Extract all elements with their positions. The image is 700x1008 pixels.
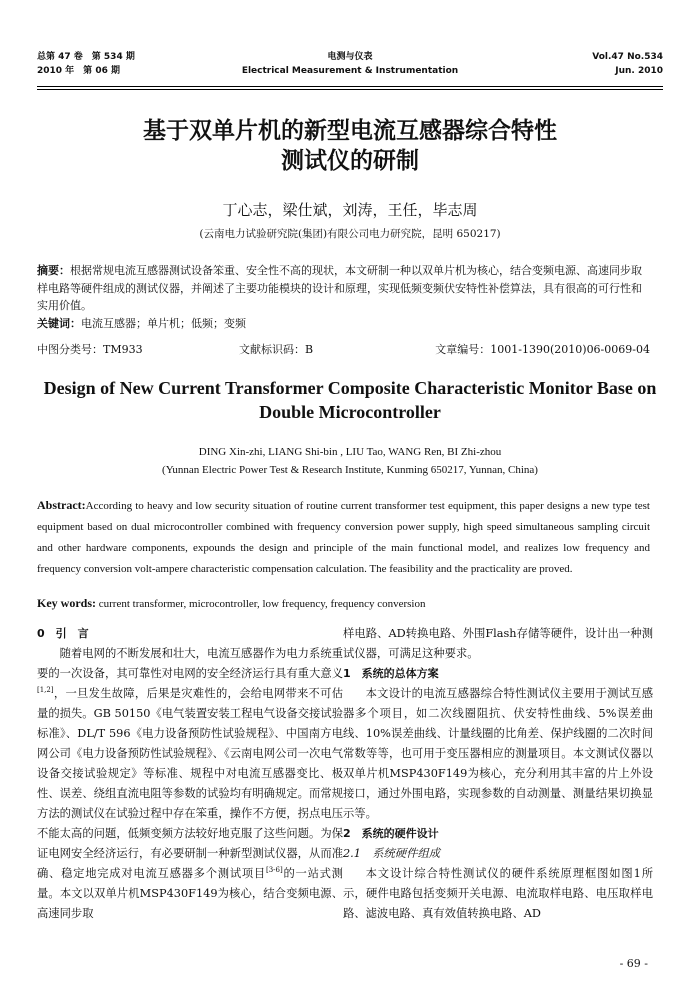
authors-english: DING Xin-zhi, LIANG Shi-bin , LIU Tao, WANG Ren, BI Zhi-zhou xyxy=(198,446,502,458)
header-rule-bottom xyxy=(37,89,663,90)
abstract-text-cn: 根据常规电流互感器测试设备笨重、安全性不高的现状，本文研制一种以双单片机为核心，结合变频电源、高速同步取样电路等硬件组成的测试仪器，并阐述了主要功能模块的设计和原理，实现低频变频伏安特性补偿算法，具有很高的可行性和实用价值。 xyxy=(37,264,642,312)
header-volume-line2: 2010 年 第 06 期 xyxy=(37,66,120,76)
intro-text-c: 的一站式测量。本文以双单片机MSP430F149为核心，结合变频电源、高速同步取 xyxy=(37,867,343,920)
classification-line xyxy=(37,341,650,358)
header-issue-line2: Jun. 2010 xyxy=(615,66,663,76)
clc-number: 中图分类号：TM933 xyxy=(37,343,143,356)
citation-ref-2: [3-6] xyxy=(265,866,283,875)
intro-text-a: 随着电网的不断发展和壮大，电流互感器作为电力系统重要的一次设备，其可靠性对电网的安全经济运行具有重大意义 xyxy=(37,647,343,680)
section-heading-hardware: 2 系统的硬件设计 xyxy=(343,827,439,840)
paragraph-continued: 样电路、AD转换电路、外围Flash存储等硬件，设计出一种测试仪器，可满足这种要求。 xyxy=(343,627,653,660)
page-number: - 69 - xyxy=(619,957,648,970)
abstract-text-en: According to heavy and low security situation of routine current transformer test equipment, this paper designs a new type test equipment based on dual microcontroller combined with frequency conversion power supply, high speed simultaneous sampling circuit and other hardware components, expounds the design and principle of the main functional model, and realizes low frequency and frequency conversion volt-ampere characteristic compensation calculation. The feasibility and the practicality are proved. xyxy=(37,500,650,575)
keywords-text-en: current transformer, microcontroller, low frequency, frequency conversion xyxy=(98,598,426,610)
paragraph-introduction xyxy=(37,644,343,924)
keywords-label-en: Key words: xyxy=(37,596,96,610)
title-chinese-line2: 测试仪的研制 xyxy=(281,148,419,174)
paragraph-hardware: 本文设计综合特性测试仪的硬件系统原理框图如图1所示，硬件电路包括变频开关电源、电流取样电路、电压取样电路、滤波电路、真有效值转换电路、AD xyxy=(343,867,653,920)
header-journal xyxy=(37,50,663,78)
header-journal-cn: 电测与仪表 xyxy=(327,52,373,62)
intro-text-b: ，一旦发生故障，后果是灾难性的，会给电网带来不可估量的损失。GB 50150《电气装置安装工程电气设备交接试验标准》、DL/T 596《电力设备预防性试验规程》、中国南方电网公司《电力设备预防性试验规程》、《云南电网公司一次电气设备交接试验规定》等标准、规程中对电流互感器变比、极性、误差、绕组直流电阻等参数的试验均有明确规定。而常规方法的测试仪在试验过程中存在笨重，操作不方便，拐点电压不能太高的问题，低频变频方法较好地克服了这些问题。为保证电网安全经济运行，有必要研制一种新型测试仪器，从而准确、稳定地完成对电流互感器多个测试项目 xyxy=(37,687,343,880)
title-chinese xyxy=(60,116,640,176)
abstract-english xyxy=(37,495,650,580)
affiliation-chinese: (云南电力试验研究院(集团)有限公司电力研究院，昆明 650217) xyxy=(199,228,501,240)
header-issue xyxy=(592,50,663,78)
keywords-text-cn: 电流互感器；单片机；低频；变频 xyxy=(81,316,246,330)
title-english-line1: Design of New Current Transformer Composite Characteristic Monitor Base on xyxy=(43,378,657,398)
body-column-right xyxy=(343,624,653,924)
title-english-line2: Double Microcontroller xyxy=(259,402,441,422)
abstract-chinese xyxy=(37,262,650,332)
abstract-label-cn: 摘要： xyxy=(37,264,70,277)
paragraph-overall-scheme: 本文设计的电流互感器综合特性测试仪主要用于测试互感器多个项目，如二次线圈阻抗、伏安特性曲线、5%误差曲线、10%误差曲线、计量线圈的比角差、保护线圈的二次时间常数等等，也可用于变压器相应的测量项目。本文测试仪器以双单片机MSP430F149为核心，充分利用其丰富的片上外设接口，通过外围电路，实现参数的自动测量、测量结果切换显示等。 xyxy=(343,687,653,820)
header-journal-en: Electrical Measurement & Instrumentation xyxy=(241,66,459,76)
body-column-left xyxy=(37,624,343,924)
keywords-label-cn: 关键词： xyxy=(37,316,81,330)
subsection-heading-hardware-composition: 2.1 系统硬件组成 xyxy=(343,847,441,860)
title-english xyxy=(40,376,660,424)
abstract-label-en: Abstract: xyxy=(37,498,86,512)
authors-chinese: 丁心志，梁仕斌，刘涛，王任，毕志周 xyxy=(222,201,478,219)
affiliation-english: (Yunnan Electric Power Test & Research Institute, Kunming 650217, Yunnan, China) xyxy=(162,464,538,476)
title-chinese-line1: 基于双单片机的新型电流互感器综合特性 xyxy=(143,118,557,144)
article-number: 文章编号：1001-1390(2010)06-0069-04 xyxy=(435,343,650,356)
header-issue-line1: Vol.47 No.534 xyxy=(592,52,663,62)
document-code: 文献标识码：B xyxy=(239,343,314,356)
keywords-english xyxy=(37,596,650,611)
header-rule-top xyxy=(37,86,663,87)
running-header xyxy=(37,44,663,86)
section-heading-overall-scheme: 1 系统的总体方案 xyxy=(343,667,439,680)
section-heading-introduction: 0 引 言 xyxy=(37,627,89,640)
header-volume-line1: 总第 47 卷 第 534 期 xyxy=(37,52,135,62)
citation-ref-1: [1,2] xyxy=(37,686,54,695)
